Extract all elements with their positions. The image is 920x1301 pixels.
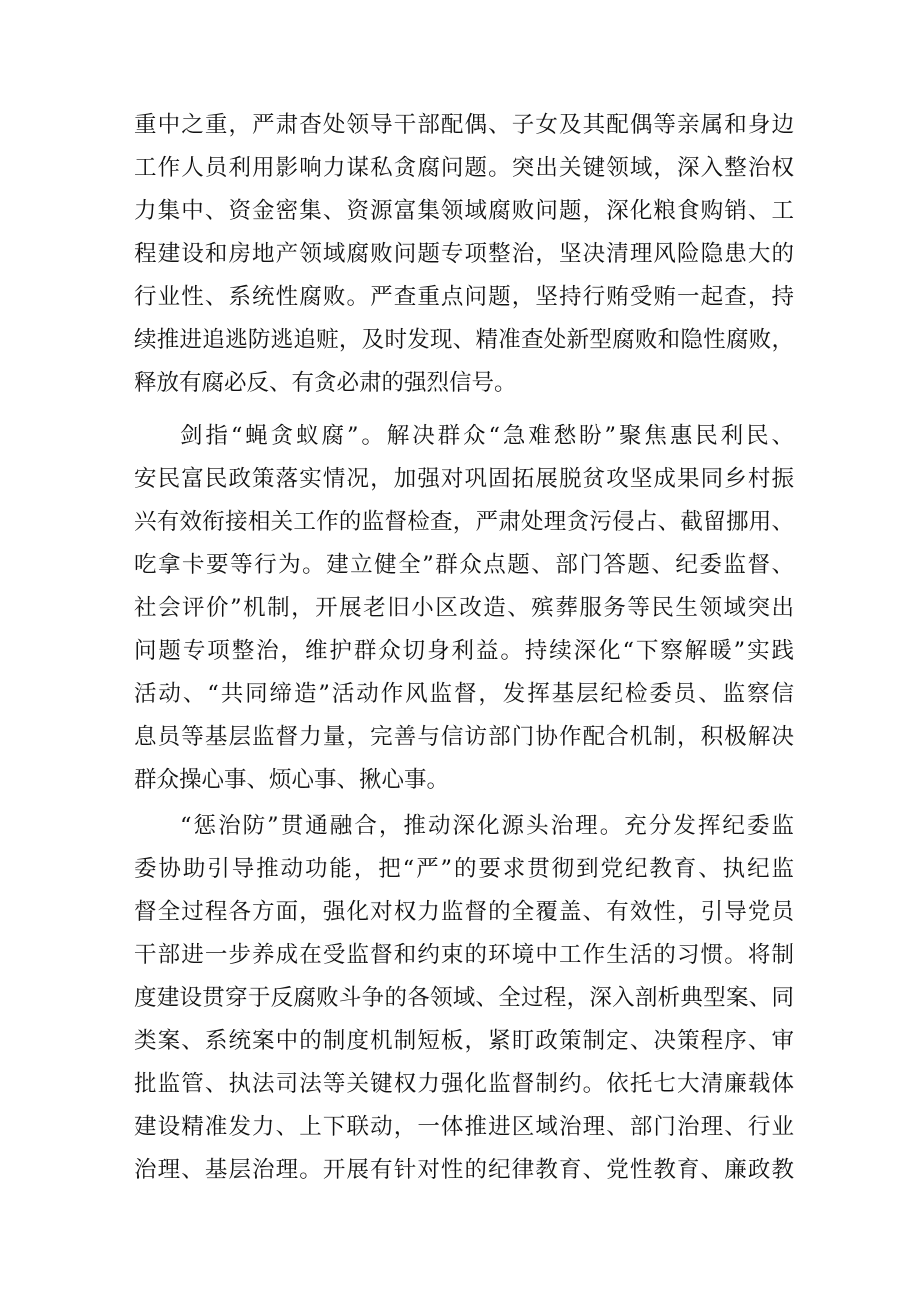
text-line: 重中之重，严肃杳处领导干部配偶、子女及其配偶等亲属和身边 <box>134 112 794 138</box>
text-line: 安民富民政策落实情况，加强对巩固拓展脱贫攻坚成果同乡村振 <box>134 466 794 492</box>
text-line: 社会评价”机制，开展老旧小区改造、殡葬服务等民生领域突出 <box>134 595 794 621</box>
text-line: 息员等基层监督力量，完善与信访部门协作配合机制，积极解决 <box>134 724 794 750</box>
text-line: 力集中、资金密集、资源富集领域腐败问题，深化粮食购销、工 <box>134 198 794 224</box>
text-line: 吃拿卡要等行为。建立健全”群众点题、部门答题、纪委监督、 <box>134 552 794 578</box>
text-line: 干部进一步养成在受监督和约束的环境中工作生活的习惯。将制 <box>134 942 794 968</box>
text-line: 活动、“共同缔造”活动作风监督，发挥基层纪检委员、监察信 <box>134 681 794 707</box>
text-line: 工作人员利用影响力谋私贪腐问题。突出关键领域，深入整治权 <box>134 155 794 181</box>
text-line: 程建设和房地产领域腐败问题专项整治，坚决清理风险隐患大的 <box>134 241 794 267</box>
text-line: 兴有效衔接相关工作的监督检查，严肃处理贪污侵占、截留挪用、 <box>134 509 794 535</box>
text-line: 类案、系统案中的制度机制短板，紧盯政策制定、决策程序、审 <box>134 1028 794 1054</box>
text-line: 续推进追逃防逃追赃，及时发现、精准查处新型腐败和隐性腐败， <box>134 327 794 353</box>
text-line: 度建设贯穿于反腐败斗争的各领域、全过程，深入剖析典型案、同 <box>134 985 794 1011</box>
text-line: 督全过程各方面，强化对权力监督的全覆盖、有效性，引导党员 <box>134 899 794 925</box>
text-line: 群众操心事、烦心事、揪心事。 <box>134 767 450 793</box>
text-line: 剑指“蝇贪蚁腐”。解决群众“急难愁盼”聚焦惠民利民、 <box>180 423 794 449</box>
text-line: 建设精准发力、上下联动，一体推进区域治理、部门治理、行业 <box>134 1114 794 1140</box>
text-line: 委协助引导推动功能，把“严”的要求贯彻到党纪教育、执纪监 <box>134 856 794 882</box>
text-line: 批监管、执法司法等关键权力强化监督制约。依托七大清廉载体 <box>134 1071 794 1097</box>
text-line: 治理、基层治理。开展有针对性的纪律教育、党性教育、廉政教 <box>134 1157 794 1183</box>
text-line: 行业性、系统性腐败。严查重点问题，坚持行贿受贿一起查，持 <box>134 284 794 310</box>
text-line: 释放有腐必反、有贪必肃的强烈信号。 <box>134 370 517 396</box>
text-line: 问题专项整治，维护群众切身利益。持续深化“下察解暖”实践 <box>134 638 794 664</box>
text-line: “惩治防”贯通融合，推动深化源头治理。充分发挥纪委监 <box>180 813 794 839</box>
